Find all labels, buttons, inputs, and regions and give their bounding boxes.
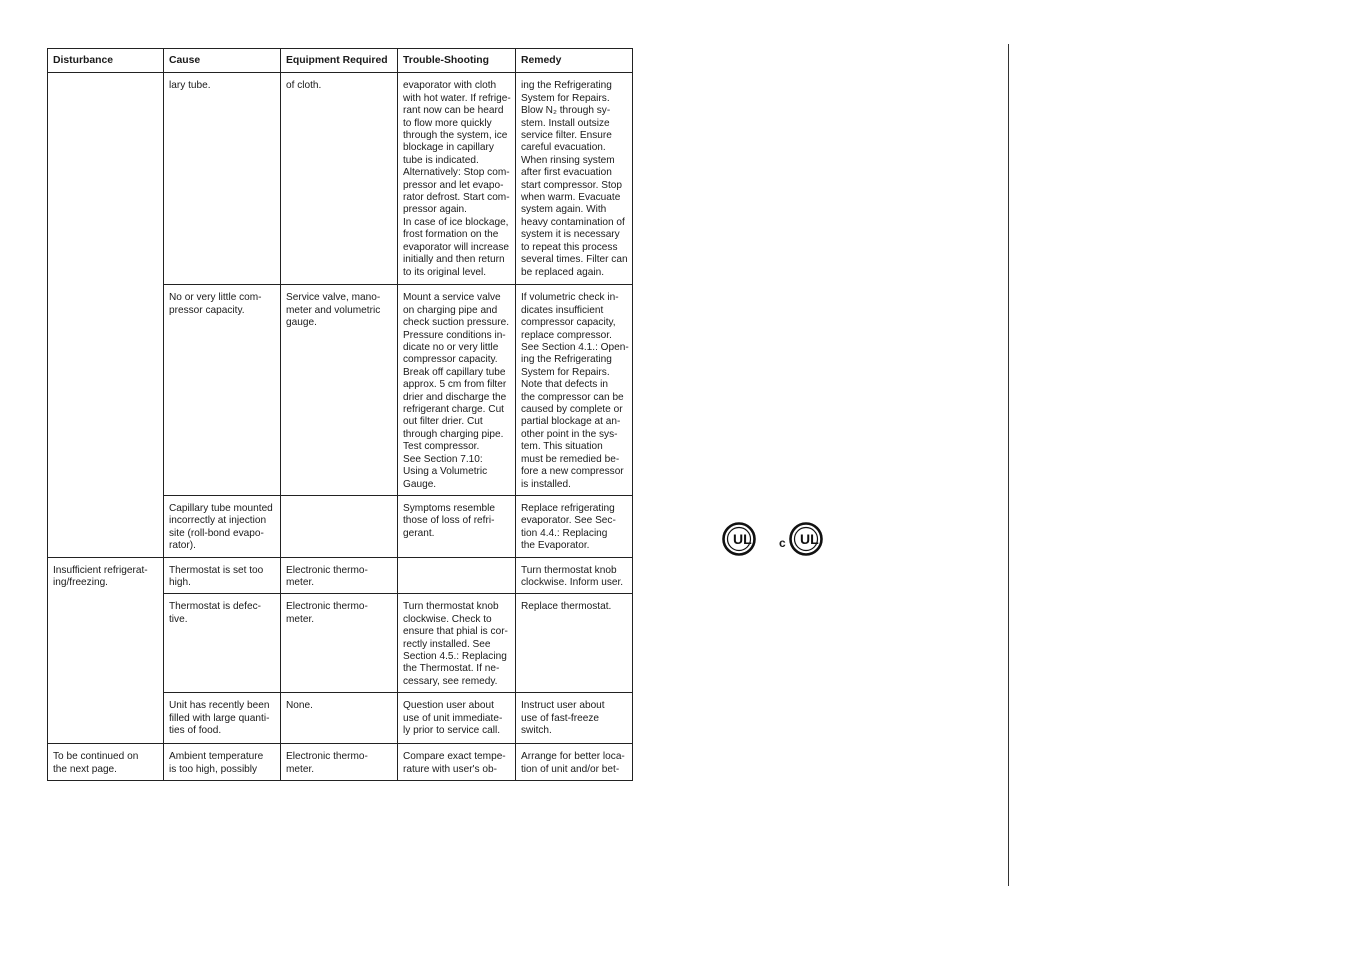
table-row xyxy=(48,73,633,285)
ul-listed-mark-icon xyxy=(722,522,756,556)
table-header-row xyxy=(48,49,633,73)
remedy-cell: Replace thermostat. xyxy=(516,594,633,693)
table-row xyxy=(48,693,633,744)
troubleshooting-cell: Compare exact tempe- rature with user's ob- xyxy=(398,744,516,781)
table-row xyxy=(48,285,633,496)
troubleshooting-cell: Turn thermostat knob clockwise. Check to ensure that phial is cor- rectly installed. See Section 4.5.: Replacing the Thermostat. If ne- cessary, see remedy. xyxy=(398,594,516,693)
equipment-cell: Electronic thermo- meter. xyxy=(281,557,398,594)
cause-cell: Unit has recently been filled with large quanti- ties of food. xyxy=(164,693,281,744)
c-ul-listed-mark-icon xyxy=(789,522,823,556)
disturbance-cell xyxy=(48,73,164,285)
table-row xyxy=(48,557,633,594)
disturbance-cell: To be continued on the next page. xyxy=(48,744,164,781)
remedy-cell: If volumetric check in- dicates insufficient compressor capacity, replace compressor. See Section 4.1.: Open- ing the Refrigerating System for Repairs. Note that defects in the compressor can be caused by complete or partial blockage at an- other point in the sys- tem. This situation must be remedied be- fore a new compressor is installed. xyxy=(516,285,633,496)
remedy-cell: Replace refrigerating evaporator. See Sec- tion 4.4.: Replacing the Evaporator. xyxy=(516,495,633,557)
cause-cell: No or very little com- pressor capacity. xyxy=(164,285,281,496)
cause-cell: Thermostat is defec- tive. xyxy=(164,594,281,693)
remedy-cell: Arrange for better loca- tion of unit and/or bet- xyxy=(516,744,633,781)
cause-cell: Capillary tube mounted incorrectly at injection site (roll-bond evapo- rator). xyxy=(164,495,281,557)
equipment-cell: Electronic thermo- meter. xyxy=(281,744,398,781)
disturbance-cell xyxy=(48,594,164,693)
troubleshooting-table xyxy=(47,48,633,781)
equipment-cell: Service valve, mano- meter and volumetric gauge. xyxy=(281,285,398,496)
disturbance-cell xyxy=(48,693,164,744)
header-remedy: Remedy xyxy=(516,49,633,73)
cul-mark-text: UL xyxy=(800,531,819,547)
troubleshooting-cell: evaporator with cloth with hot water. If refrige- rant now can be heard to flow more quickly through the system, ice blockage in capillary tube is indicated. Alternatively: Stop com- pressor and let evapo- rator defrost. Start com- pressor again. In case of ice blockage, frost formation on the evaporator will increase initially and then return to its original level. xyxy=(398,73,516,285)
troubleshooting-cell xyxy=(398,557,516,594)
table-row xyxy=(48,744,633,781)
cul-prefix-letter: c xyxy=(779,536,786,550)
disturbance-cell xyxy=(48,285,164,496)
page-divider-line xyxy=(1008,44,1009,886)
equipment-cell xyxy=(281,495,398,557)
header-equipment-required: Equipment Required xyxy=(281,49,398,73)
cause-cell: lary tube. xyxy=(164,73,281,285)
header-disturbance: Disturbance xyxy=(48,49,164,73)
table-row xyxy=(48,495,633,557)
disturbance-cell xyxy=(48,495,164,557)
troubleshooting-cell: Symptoms resemble those of loss of refri- gerant. xyxy=(398,495,516,557)
cause-cell: Thermostat is set too high. xyxy=(164,557,281,594)
ul-mark-u: UL xyxy=(733,531,752,547)
disturbance-cell: Insufficient refrigerat- ing/freezing. xyxy=(48,557,164,594)
troubleshooting-cell: Question user about use of unit immediate- ly prior to service call. xyxy=(398,693,516,744)
equipment-cell: None. xyxy=(281,693,398,744)
table-row xyxy=(48,594,633,693)
equipment-cell: Electronic thermo- meter. xyxy=(281,594,398,693)
troubleshooting-cell: Mount a service valve on charging pipe and check suction pressure. Pressure conditions in- dicate no or very little compressor capacity. Break off capillary tube approx. 5 cm from filter drier and discharge the refrigerant charge. Cut out filter drier. Cut through charging pipe. Test compressor. See Section 7.10: Using a Volumetric Gauge. xyxy=(398,285,516,496)
remedy-cell: ing the Refrigerating System for Repairs. Blow N₂ through sy- stem. Install outsize service filter. Ensure careful evacuation. When rinsing system after first evacuation start compressor. Stop when warm. Evacuate system again. With heavy contamination of system it is necessary to repeat this process several times. Filter can be replaced again. xyxy=(516,73,633,285)
equipment-cell: of cloth. xyxy=(281,73,398,285)
cause-cell: Ambient temperature is too high, possibly xyxy=(164,744,281,781)
header-cause: Cause xyxy=(164,49,281,73)
remedy-cell: Turn thermostat knob clockwise. Inform user. xyxy=(516,557,633,594)
header-trouble-shooting: Trouble-Shooting xyxy=(398,49,516,73)
remedy-cell: Instruct user about use of fast-freeze switch. xyxy=(516,693,633,744)
